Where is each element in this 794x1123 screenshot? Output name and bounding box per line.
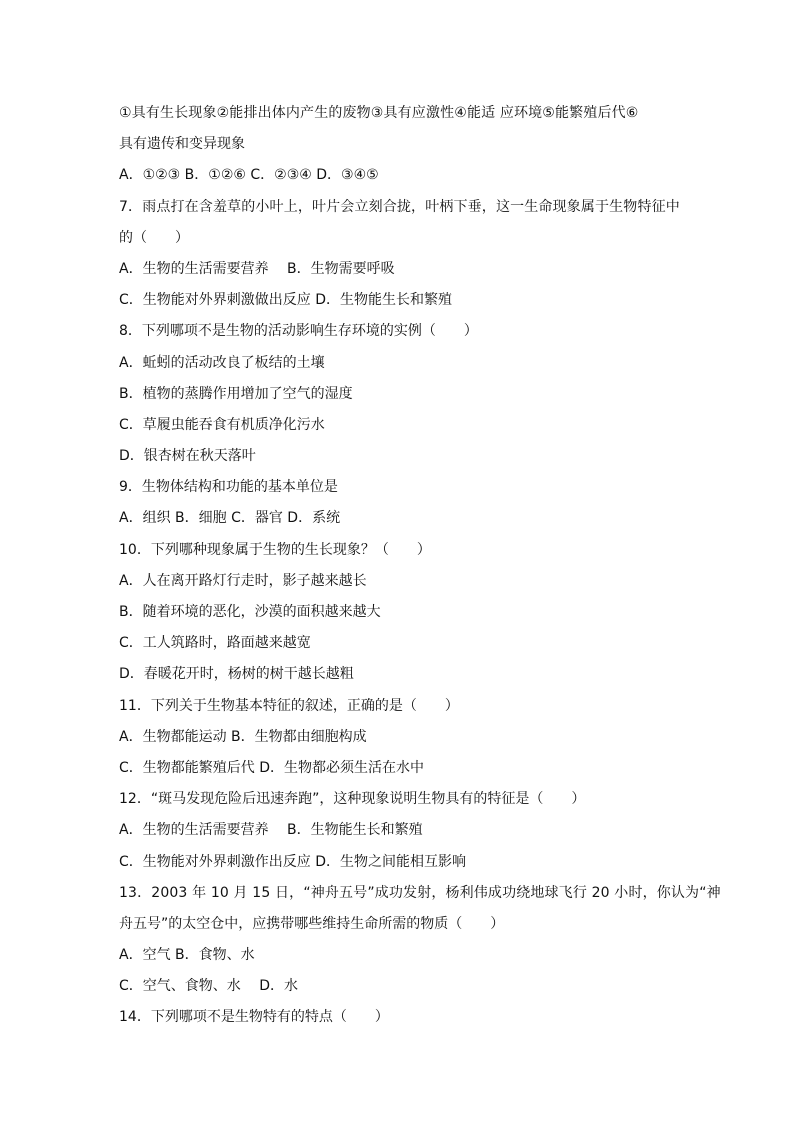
- answer-option: D．银杏树在秋天落叶: [119, 448, 256, 465]
- text-line: 舟五号”的太空仓中，应携带哪些维持生命所需的物质（ ）: [119, 915, 505, 932]
- answer-options: A．空气 B．食物、水: [119, 947, 255, 964]
- answer-options: C．生物都能繁殖后代 D．生物都必须生活在水中: [119, 759, 425, 776]
- answer-options: A．组织 B．细胞 C．器官 D．系统: [119, 510, 341, 527]
- answer-options: A．生物都能运动 B．生物都由细胞构成: [119, 728, 367, 745]
- question-8: 8．下列哪项不是生物的活动影响生存环境的实例（ ）: [119, 323, 478, 340]
- answer-options: C．生物能对外界刺激做出反应 D．生物能生长和繁殖: [119, 292, 453, 309]
- text-line: 具有遗传和变异现象: [119, 136, 245, 153]
- question-11: 11．下列关于生物基本特征的叙述，正确的是（ ）: [119, 697, 459, 714]
- question-12: 12．“斑马发现危险后迅速奔跑”，这种现象说明生物具有的特征是（ ）: [119, 791, 586, 808]
- answer-option: A．人在离开路灯行走时，影子越来越长: [119, 572, 367, 589]
- answer-option: C．草履虫能吞食有机质净化污水: [119, 416, 325, 433]
- question-9: 9．生物体结构和功能的基本单位是: [119, 479, 338, 496]
- answer-options: C．生物能对外界刺激作出反应 D．生物之间能相互影响: [119, 853, 467, 870]
- answer-options: C．空气、食物、水 D．水: [119, 978, 299, 995]
- answer-options: A．生物的生活需要营养 B．生物能生长和繁殖: [119, 822, 423, 839]
- question-10: 10．下列哪种现象属于生物的生长现象？（ ）: [119, 541, 431, 558]
- question-13: 13．2003 年 10 月 15 日，“神舟五号”成功发射，杨利伟成功绕地球飞行 20 小时，你认为“神: [119, 884, 721, 901]
- answer-option: C．工人筑路时，路面越来越宽: [119, 635, 311, 652]
- question-7: 7．雨点打在含羞草的小叶上，叶片会立刻合拢，叶柄下垂，这一生命现象属于生物特征中: [119, 198, 680, 215]
- question-14: 14．下列哪项不是生物特有的特点（ ）: [119, 1009, 389, 1026]
- answer-options: A．生物的生活需要营养 B．生物需要呼吸: [119, 260, 395, 277]
- text-line: 的（ ）: [119, 229, 189, 246]
- text-line: ①具有生长现象②能排出体内产生的废物③具有应激性④能适 应环境⑤能繁殖后代⑥: [119, 105, 639, 121]
- answer-options: A．①②③ B．①②⑥ C．②③④ D．③④⑤: [119, 167, 379, 184]
- answer-option: B．随着环境的恶化，沙漠的面积越来越大: [119, 604, 381, 620]
- answer-option: D．春暖花开时，杨树的树干越长越粗: [119, 666, 354, 683]
- answer-option: A．蚯蚓的活动改良了板结的土壤: [119, 354, 325, 371]
- document-body: [119, 101, 721, 1037]
- answer-option: B．植物的蒸腾作用增加了空气的湿度: [119, 385, 353, 402]
